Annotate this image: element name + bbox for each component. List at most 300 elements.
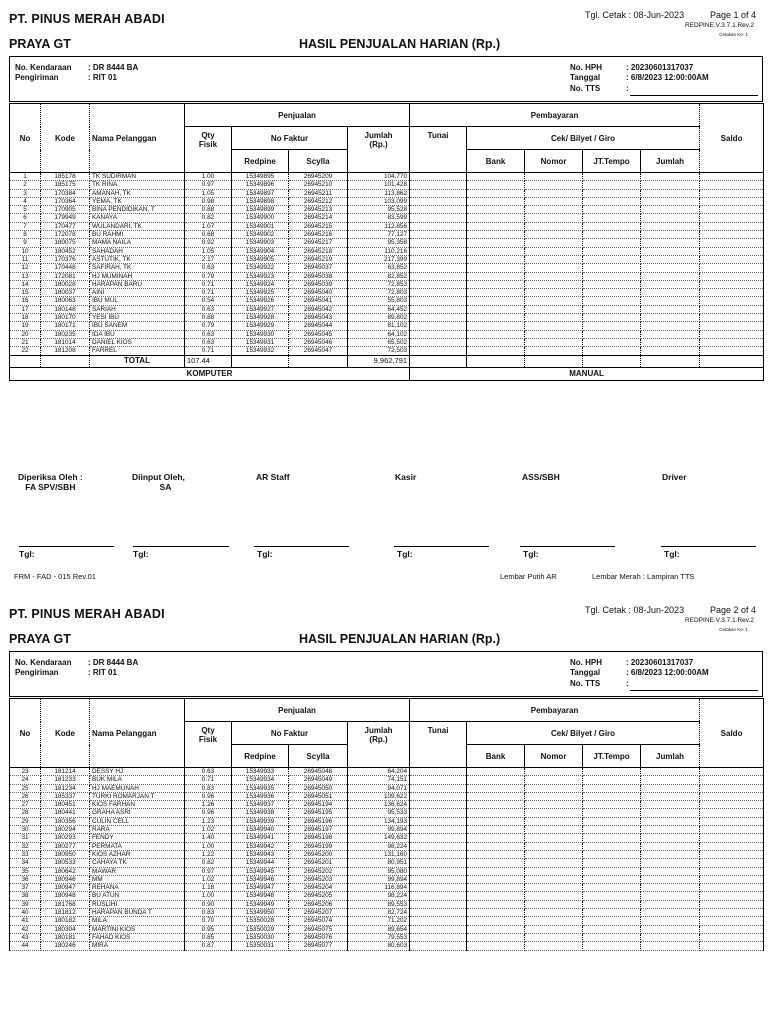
customer-code: 180441	[41, 809, 90, 817]
empty-payment-cell	[641, 900, 700, 908]
empty-payment-cell	[410, 909, 467, 917]
empty-payment-cell	[525, 834, 583, 842]
customer-code: 181234	[41, 784, 90, 792]
empty-payment-cell	[583, 239, 641, 247]
empty-payment-cell	[583, 264, 641, 272]
empty-payment-cell	[583, 859, 641, 867]
empty-payment-cell	[641, 875, 700, 883]
amount: 71,202	[348, 917, 410, 925]
empty-payment-cell	[641, 181, 700, 189]
row-no: 32	[10, 842, 41, 850]
empty-payment-cell	[641, 842, 700, 850]
row-no: 35	[10, 867, 41, 875]
empty-payment-cell	[583, 809, 641, 817]
customer-name: SAFIRAH, TK	[90, 264, 185, 272]
invoice-scylla: 26945210	[289, 181, 348, 189]
invoice-scylla: 26945199	[289, 842, 348, 850]
table-row	[10, 875, 764, 883]
customer-code: 170477	[41, 222, 90, 230]
empty-payment-cell	[641, 280, 700, 288]
amount: 72,803	[348, 289, 410, 297]
invoice-redpine: 15350029	[232, 925, 289, 933]
empty-payment-cell	[410, 768, 467, 776]
sign-line	[394, 546, 489, 547]
customer-name: BUK MILA	[90, 776, 185, 784]
empty-payment-cell	[467, 867, 525, 875]
customer-code: 180063	[41, 297, 90, 305]
amount: 77,127	[348, 231, 410, 239]
customer-code: 181812	[41, 909, 90, 917]
date-label: Tanggal	[570, 73, 601, 82]
empty-payment-cell	[525, 826, 583, 834]
empty-payment-cell	[700, 314, 764, 322]
sign-line	[19, 546, 114, 547]
table-row	[10, 255, 764, 263]
empty-payment-cell	[467, 925, 525, 933]
empty-payment-cell	[525, 280, 583, 288]
empty-payment-cell	[700, 347, 764, 355]
empty-payment-cell	[410, 792, 467, 800]
customer-code: 180533	[41, 859, 90, 867]
empty-payment-cell	[410, 875, 467, 883]
invoice-scylla: 26945203	[289, 875, 348, 883]
customer-code: 170448	[41, 264, 90, 272]
empty-payment-cell	[410, 305, 467, 313]
hph-value: : 20230601317037	[626, 658, 694, 667]
customer-name: MILA	[90, 917, 185, 925]
table-row	[10, 322, 764, 330]
invoice-redpine: 15349895	[232, 173, 289, 181]
customer-name: HJ MUMINAH	[90, 272, 185, 280]
col-no-faktur: No Faktur	[232, 127, 348, 150]
customer-name: AINI	[90, 289, 185, 297]
customer-code: 170905	[41, 206, 90, 214]
empty-payment-cell	[700, 933, 764, 941]
empty-payment-cell	[525, 859, 583, 867]
empty-payment-cell	[525, 776, 583, 784]
empty-payment-cell	[700, 859, 764, 867]
empty-payment-cell	[641, 189, 700, 197]
vehicle-label: No. Kendaraan	[15, 658, 72, 667]
invoice-scylla: 26945217	[289, 239, 348, 247]
empty-payment-cell	[525, 817, 583, 825]
invoice-redpine: 15349940	[232, 826, 289, 834]
qty-fisik: 0.83	[185, 909, 232, 917]
empty-payment-cell	[583, 173, 641, 181]
empty-payment-cell	[700, 925, 764, 933]
empty-payment-cell	[410, 801, 467, 809]
empty-payment-cell	[583, 255, 641, 263]
customer-name: MAWAR	[90, 867, 185, 875]
invoice-redpine: 15349926	[232, 297, 289, 305]
empty-payment-cell	[641, 222, 700, 230]
empty-payment-cell	[525, 239, 583, 247]
amount: 112,856	[348, 222, 410, 230]
qty-fisik: 0.79	[185, 272, 232, 280]
empty-payment-cell	[525, 289, 583, 297]
row-no: 2	[10, 181, 41, 189]
col-qty: Qty Fisik	[185, 722, 232, 768]
empty-payment-cell	[583, 909, 641, 917]
empty-payment-cell	[410, 189, 467, 197]
customer-code: 170364	[41, 197, 90, 205]
invoice-redpine: 15349922	[232, 264, 289, 272]
col-nomor: Nomor	[525, 745, 583, 768]
empty-payment-cell	[467, 322, 525, 330]
invoice-scylla: 26945051	[289, 792, 348, 800]
empty-payment-cell	[410, 231, 467, 239]
row-no: 6	[10, 214, 41, 222]
empty-payment-cell	[410, 297, 467, 305]
amount: 98,224	[348, 842, 410, 850]
empty-payment-cell	[410, 347, 467, 355]
row-no: 22	[10, 347, 41, 355]
col-penjualan: Penjualan	[185, 699, 410, 722]
empty-payment-cell	[525, 842, 583, 850]
customer-code: 185178	[41, 173, 90, 181]
row-no: 3	[10, 189, 41, 197]
shipment-value: : RIT 01	[88, 73, 117, 82]
col-pembayaran: Pembayaran	[410, 104, 700, 127]
empty-payment-cell	[410, 272, 467, 280]
invoice-redpine: 15349902	[232, 231, 289, 239]
amount: 110,216	[348, 247, 410, 255]
invoice-scylla: 26945218	[289, 247, 348, 255]
copy-label: Cetakan Ke- 1	[719, 627, 748, 632]
invoice-redpine: 15349942	[232, 842, 289, 850]
empty-payment-cell	[583, 850, 641, 858]
empty-payment-cell	[467, 817, 525, 825]
empty-payment-cell	[467, 850, 525, 858]
customer-name: DESSY HJ	[90, 768, 185, 776]
empty-payment-cell	[467, 214, 525, 222]
empty-payment-cell	[525, 792, 583, 800]
empty-payment-cell	[583, 347, 641, 355]
empty-payment-cell	[641, 867, 700, 875]
table-row	[10, 239, 764, 247]
customer-code: 180452	[41, 247, 90, 255]
col-no-faktur: No Faktur	[232, 722, 348, 745]
empty-payment-cell	[583, 875, 641, 883]
col-kode: Kode	[41, 699, 90, 768]
empty-payment-cell	[700, 834, 764, 842]
empty-payment-cell	[700, 826, 764, 834]
section-label-row	[10, 367, 764, 380]
empty-payment-cell	[700, 792, 764, 800]
amount: 72,503	[348, 347, 410, 355]
shipment-value: : RIT 01	[88, 668, 117, 677]
invoice-scylla: 26945196	[289, 817, 348, 825]
empty-payment-cell	[700, 214, 764, 222]
amount: 80,951	[348, 859, 410, 867]
invoice-redpine: 15350030	[232, 933, 289, 941]
empty-payment-cell	[467, 173, 525, 181]
customer-code: 180451	[41, 801, 90, 809]
empty-payment-cell	[525, 909, 583, 917]
empty-payment-cell	[410, 222, 467, 230]
table-row	[10, 264, 764, 272]
total-row	[10, 355, 764, 367]
qty-fisik: 1.05	[185, 247, 232, 255]
branch-name: PRAYA GT	[9, 37, 71, 51]
empty-payment-cell	[410, 834, 467, 842]
empty-payment-cell	[700, 231, 764, 239]
col-cek-giro: Cek/ Bilyet / Giro	[467, 127, 700, 150]
row-no: 20	[10, 330, 41, 338]
invoice-redpine: 15349941	[232, 834, 289, 842]
customer-name: KIOS AZHAR	[90, 850, 185, 858]
table-row	[10, 817, 764, 825]
table-row	[10, 231, 764, 239]
row-no: 19	[10, 322, 41, 330]
customer-name: AMANAH, TK	[90, 189, 185, 197]
empty-payment-cell	[583, 314, 641, 322]
qty-fisik: 0.95	[185, 925, 232, 933]
empty-payment-cell	[641, 784, 700, 792]
amount: 95,080	[348, 867, 410, 875]
col-saldo: Saldo	[700, 104, 764, 173]
empty-payment-cell	[641, 768, 700, 776]
empty-payment-cell	[467, 900, 525, 908]
empty-payment-cell	[467, 875, 525, 883]
empty-payment-cell	[467, 776, 525, 784]
customer-code: 180948	[41, 892, 90, 900]
invoice-redpine: 15349946	[232, 875, 289, 883]
col-jumlah-giro: Jumlah	[641, 150, 700, 173]
invoice-redpine: 15349905	[232, 255, 289, 263]
empty-payment-cell	[410, 314, 467, 322]
table-row	[10, 917, 764, 925]
empty-payment-cell	[641, 792, 700, 800]
invoice-redpine: 15349938	[232, 809, 289, 817]
table-row	[10, 933, 764, 941]
table-row	[10, 247, 764, 255]
invoice-redpine: 15350031	[232, 942, 289, 950]
row-no: 17	[10, 305, 41, 313]
table-row	[10, 330, 764, 338]
amount: 89,553	[348, 900, 410, 908]
invoice-redpine: 15349948	[232, 892, 289, 900]
col-jumlah-giro: Jumlah	[641, 745, 700, 768]
empty-payment-cell	[641, 909, 700, 917]
row-no: 12	[10, 264, 41, 272]
empty-payment-cell	[525, 809, 583, 817]
invoice-redpine: 15349927	[232, 305, 289, 313]
empty-payment-cell	[467, 255, 525, 263]
empty-payment-cell	[525, 942, 583, 950]
empty-payment-cell	[525, 214, 583, 222]
invoice-scylla: 26945045	[289, 330, 348, 338]
customer-name: RARA	[90, 826, 185, 834]
table-row	[10, 280, 764, 288]
customer-name: FARREL	[90, 347, 185, 355]
amount: 116,894	[348, 884, 410, 892]
row-no: 15	[10, 289, 41, 297]
customer-code: 180181	[41, 933, 90, 941]
empty-payment-cell	[467, 206, 525, 214]
hph-value: : 20230601317037	[626, 63, 694, 72]
empty-payment-cell	[583, 834, 641, 842]
entered-by: Diinput Oleh, SA	[132, 472, 185, 492]
empty-payment-cell	[700, 264, 764, 272]
customer-code: 181014	[41, 338, 90, 346]
empty-payment-cell	[410, 884, 467, 892]
empty-payment-cell	[410, 942, 467, 950]
invoice-scylla: 26945047	[289, 347, 348, 355]
empty-payment-cell	[700, 875, 764, 883]
invoice-redpine: 15349931	[232, 338, 289, 346]
customer-name: HJ MAEMUNAH	[90, 784, 185, 792]
empty-payment-cell	[525, 875, 583, 883]
col-jt-tempo: JT.Tempo	[583, 745, 641, 768]
empty-payment-cell	[641, 776, 700, 784]
customer-code: 180946	[41, 875, 90, 883]
table-row	[10, 842, 764, 850]
row-no: 9	[10, 239, 41, 247]
invoice-scylla: 26945048	[289, 768, 348, 776]
empty-payment-cell	[641, 801, 700, 809]
col-scylla: Scylla	[289, 150, 348, 173]
invoice-redpine: 15349937	[232, 801, 289, 809]
customer-code: 180182	[41, 917, 90, 925]
customer-name: DANIEL KIOS	[90, 338, 185, 346]
checked-by: Diperiksa Oleh : FA SPV/SBH	[18, 472, 83, 492]
invoice-redpine: 15349936	[232, 792, 289, 800]
date-field-label: Tgl:	[664, 549, 680, 559]
empty-payment-cell	[583, 338, 641, 346]
tts-underline	[630, 95, 758, 96]
col-saldo: Saldo	[700, 699, 764, 768]
invoice-redpine: 15349900	[232, 214, 289, 222]
qty-fisik: 0.87	[185, 942, 232, 950]
empty-payment-cell	[467, 181, 525, 189]
empty-payment-cell	[525, 305, 583, 313]
col-no: No	[10, 104, 41, 173]
empty-payment-cell	[583, 181, 641, 189]
row-no: 21	[10, 338, 41, 346]
empty-payment-cell	[410, 859, 467, 867]
date-field-label: Tgl:	[133, 549, 149, 559]
report-title: HASIL PENJUALAN HARIAN (Rp.)	[299, 632, 501, 646]
empty-payment-cell	[467, 197, 525, 205]
invoice-scylla: 26945049	[289, 776, 348, 784]
empty-payment-cell	[583, 801, 641, 809]
row-no: 36	[10, 875, 41, 883]
empty-payment-cell	[700, 817, 764, 825]
col-nama: Nama Pelanggan	[90, 699, 185, 768]
amount: 99,894	[348, 875, 410, 883]
customer-name: CULIN CELL	[90, 817, 185, 825]
amount: 95,528	[348, 206, 410, 214]
empty-payment-cell	[583, 206, 641, 214]
customer-name: MIRA	[90, 942, 185, 950]
amount: 63,852	[348, 264, 410, 272]
empty-payment-cell	[525, 892, 583, 900]
empty-payment-cell	[583, 867, 641, 875]
empty-payment-cell	[525, 933, 583, 941]
invoice-redpine: 15350028	[232, 917, 289, 925]
empty-payment-cell	[410, 933, 467, 941]
empty-payment-cell	[410, 817, 467, 825]
empty-payment-cell	[583, 247, 641, 255]
row-no: 10	[10, 247, 41, 255]
empty-payment-cell	[641, 255, 700, 263]
qty-fisik: 1.40	[185, 834, 232, 842]
empty-payment-cell	[410, 842, 467, 850]
empty-payment-cell	[700, 173, 764, 181]
invoice-redpine: 15349932	[232, 347, 289, 355]
empty-payment-cell	[700, 222, 764, 230]
empty-payment-cell	[525, 222, 583, 230]
table-row	[10, 859, 764, 867]
customer-name: TK RINA	[90, 181, 185, 189]
invoice-redpine: 15349944	[232, 859, 289, 867]
amount: 80,603	[348, 942, 410, 950]
row-no: 5	[10, 206, 41, 214]
empty-payment-cell	[467, 768, 525, 776]
customer-name: MARTINI KIOS	[90, 925, 185, 933]
empty-payment-cell	[583, 925, 641, 933]
col-no: No	[10, 699, 41, 768]
row-no: 44	[10, 942, 41, 950]
qty-fisik: 0.71	[185, 347, 232, 355]
sign-line	[254, 546, 349, 547]
customer-name: IBU SANEM	[90, 322, 185, 330]
qty-fisik: 0.63	[185, 305, 232, 313]
vehicle-value: : DR 8444 BA	[88, 658, 139, 667]
row-no: 16	[10, 297, 41, 305]
customer-name: WULANDARI, TK	[90, 222, 185, 230]
row-no: 39	[10, 900, 41, 908]
customer-code: 180304	[41, 925, 90, 933]
customer-name: HARAPAN BUNDA T	[90, 909, 185, 917]
empty-payment-cell	[700, 942, 764, 950]
customer-name: TK SUDIRMAN	[90, 173, 185, 181]
empty-payment-cell	[641, 884, 700, 892]
empty-payment-cell	[583, 189, 641, 197]
col-penjualan: Penjualan	[185, 104, 410, 127]
qty-fisik: 1.00	[185, 173, 232, 181]
empty-payment-cell	[641, 834, 700, 842]
customer-name: RUSLIHI	[90, 900, 185, 908]
customer-code: 180293	[41, 834, 90, 842]
empty-payment-cell	[410, 247, 467, 255]
empty-payment-cell	[700, 189, 764, 197]
empty-payment-cell	[583, 776, 641, 784]
amount: 149,632	[348, 834, 410, 842]
empty-payment-cell	[641, 239, 700, 247]
empty-payment-cell	[410, 867, 467, 875]
qty-fisik: 0.96	[185, 792, 232, 800]
amount: 64,102	[348, 330, 410, 338]
customer-name: IBU MUL	[90, 297, 185, 305]
ar-staff-signature: AR Staff	[256, 472, 290, 482]
version-label: REDPINE.V.3.7.1.Rev.2	[684, 22, 754, 29]
empty-payment-cell	[583, 817, 641, 825]
qty-fisik: 0.82	[185, 859, 232, 867]
qty-fisik: 0.63	[185, 264, 232, 272]
qty-fisik: 0.54	[185, 297, 232, 305]
table-row	[10, 784, 764, 792]
invoice-redpine: 15349950	[232, 909, 289, 917]
invoice-scylla: 26945209	[289, 173, 348, 181]
qty-fisik: 0.83	[185, 784, 232, 792]
empty-payment-cell	[467, 347, 525, 355]
qty-fisik: 0.63	[185, 330, 232, 338]
customer-name: PERMATA	[90, 842, 185, 850]
col-pembayaran: Pembayaran	[410, 699, 700, 722]
report-page-2	[0, 595, 768, 1024]
